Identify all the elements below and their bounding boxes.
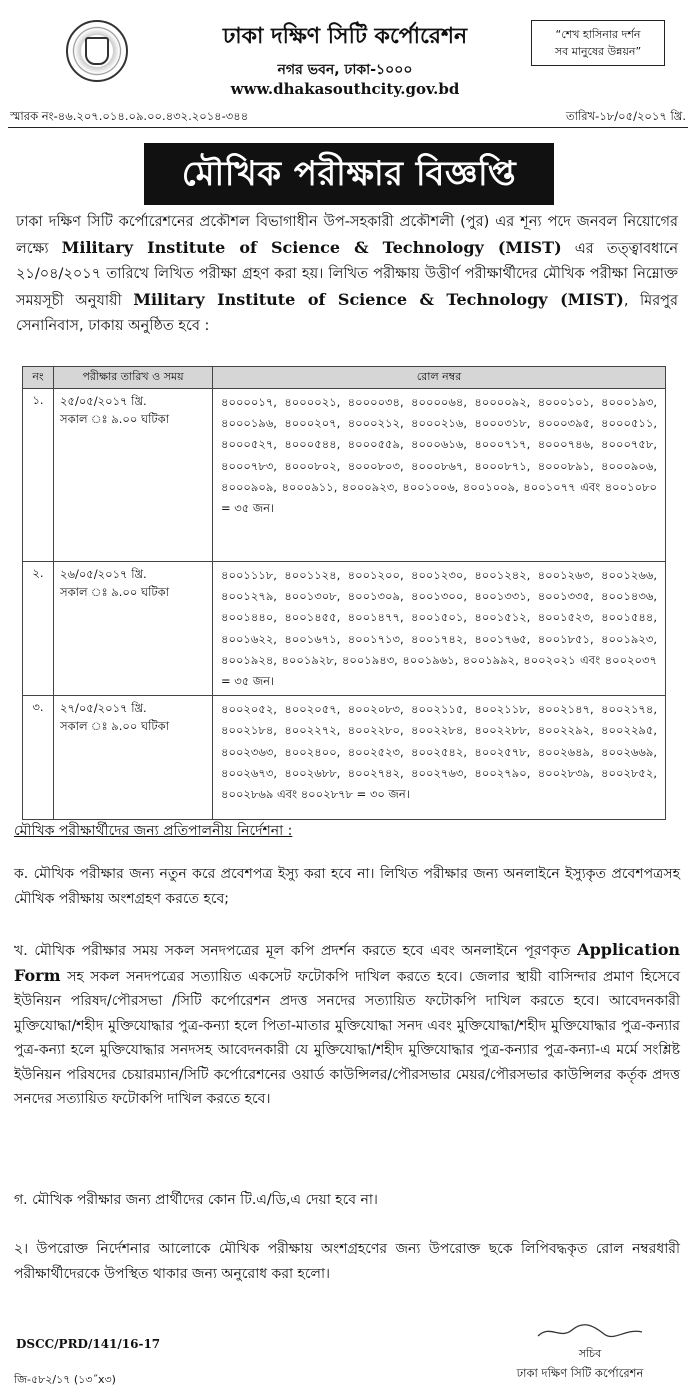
reference-code: DSCC/PRD/141/16-17 <box>16 1337 161 1351</box>
row-number: ১. <box>23 389 54 562</box>
slogan-box <box>531 20 665 66</box>
row-date: ২৬/০৫/২০১৭ খ্রি. <box>60 567 147 581</box>
signatory-title: সচিব <box>578 1347 602 1360</box>
memo-date: তারিখ-১৮/০৫/২০১৭ খ্রি. <box>566 109 686 123</box>
row-datetime <box>54 389 213 562</box>
row-number: ৩. <box>23 696 54 820</box>
row-roll-numbers: ৪০০২০৫২, ৪০০২০৫৭, ৪০০২০৮৩, ৪০০২১১৫, ৪০০২১১৮, ৪০০২১৪৭, ৪০০২১৭৪, ৪০০২১৮৪, ৪০০২২৭২, ৪০০২২৮০, ৪০০২২৮৪, ৪০০২২৮৮, ৪০০২২৯২, ৪০০২২৯৫, ৪০০২৩৬৩, ৪০০২৪০০, ৪০০২৫২৩, ৪০০২৫৪২, ৪০০২৫৭৮, ৪০০২৬৪৯, ৪০০২৬৬৯, ৪০০২৬৭৩, ৪০০২৬৮৮, ৪০০২৭৪২, ৪০০২৭৬৩, ৪০০২৭৯০, ৪০০২৮৩৯, ৪০০২৮৫২, ৪০০২৮৬৯ এবং ৪০০২৮৭৮ = ৩০ জন। <box>213 696 666 820</box>
org-name: ঢাকা দক্ষিণ সিটি কর্পোরেশন <box>222 24 468 49</box>
signatory-org: ঢাকা দক্ষিণ সিটি কর্পোরেশন <box>516 1366 644 1380</box>
col-header-roll: রোল নম্বর <box>213 367 666 389</box>
slogan-line-1: “শেখ হাসিনার দর্শন <box>555 28 641 41</box>
row-roll-numbers: ৪০০১১১৮, ৪০০১১২৪, ৪০০১২০০, ৪০০১২৩০, ৪০০১২৪২, ৪০০১২৬৩, ৪০০১২৬৬, ৪০০১২৭৯, ৪০০১৩০৮, ৪০০১৩০৯, ৪০০১৩০০, ৪০০১৩৩১, ৪০০১৩৩৫, ৪০০১৪৩৬, ৪০০১৪৪০, ৪০০১৪৫৫, ৪০০১৪৭৭, ৪০০১৫০১, ৪০০১৫১২, ৪০০১৫২৩, ৪০০১৫৪৪, ৪০০১৬২২, ৪০০১৬৭১, ৪০০১৭১৩, ৪০০১৭৪২, ৪০০১৭৬৫, ৪০০১৮৫১, ৪০০১৯২৩, ৪০০১৯২৪, ৪০০১৯২৮, ৪০০১৯৪৩, ৪০০১৯৬১, ৪০০১৯৯২, ৪০০২০২১ এবং ৪০০২০৩৭ = ৩৫ জন। <box>213 562 666 696</box>
row-datetime <box>54 696 213 820</box>
org-website: www.dhakasouthcity.gov.bd <box>230 80 460 98</box>
row-date: ২৫/০৫/২০১৭ খ্রি. <box>60 394 147 408</box>
table-header-row <box>23 367 666 389</box>
memo-line <box>10 108 686 127</box>
table-row <box>23 389 666 562</box>
intro-institute-2: Military Institute of Science & Technology (MIST) <box>133 290 624 309</box>
table-row <box>23 562 666 696</box>
instruction-kha-text-1: খ. মৌখিক পরীক্ষার সময় সকল সনদপত্রের মূল কপি প্রদর্শন করতে হবে এবং অনলাইনে পূরণকৃত <box>14 943 578 959</box>
header-divider <box>8 127 688 128</box>
intro-text-2: এর তত্ত্বাবধানে ২১/০৪/২০১৭ তারিখে লিখিত পরীক্ষা গ্রহণ করা হয়। লিখিত পরীক্ষায় উত্তীর্ণ পরীক্ষার্থীদের মৌখিক পরীক্ষা নিম্নোক্ত সময়সূচী অনুযায়ী <box>16 241 678 309</box>
intro-paragraph <box>16 210 678 339</box>
g-code: জি-৫৮২/১৭ (১৩˝x৩) <box>14 1373 116 1386</box>
row-date: ২৭/০৫/২০১৭ খ্রি. <box>60 701 147 716</box>
intro-text-1: ঢাকা দক্ষিণ সিটি কর্পোরেশনের প্রকৌশল বিভাগাধীন উপ-সহকারী প্রকৌশলী (পুর) এর শূন্য পদে জনবল নিয়োগের লক্ষ্যে <box>16 214 678 257</box>
dscc-logo <box>66 20 128 82</box>
instruction-kha-text-2: সহ সকল সনদপত্রের সত্যায়িত একসেট ফটোকপি দাখিল করতে হবে। জেলার স্থায়ী বাসিন্দার প্রমাণ হিসেবে ইউনিয়ন পরিষদ/পৌরসভা /সিটি কর্পোরেশন প্রদত্ত সনদের সত্যায়িত ফটোকপি দাখিল করতে হবে। আবেদনকারী মুক্তিযোদ্ধা/শহীদ মুক্তিযোদ্ধার পুত্র-কন্যা হলে পিতা-মাতার মুক্তিযোদ্ধা সনদ এবং মুক্তিযোদ্ধা/শহীদ মুক্তিযোদ্ধার পুত্র-কন্যার পুত্র-কন্যা হলে মুক্তিযোদ্ধার সনদসহ আবেদনকারী যে মুক্তিযোদ্ধা/শহীদ মুক্তিযোদ্ধার পুত্র-কন্যার পুত্র-কন্যা-এ মর্মে সংশ্লিষ্ট ইউনিয়ন পরিষদের চেয়ারম্যান/সিটি কর্পোরেশনের ওয়ার্ড কাউন্সিলর/পৌরসভার মেয়র/পৌরসভার কাউন্সিলর কর্তৃক প্রদত্ত সনদের সত্যায়িত ফটোকপি দাখিল করতে হবে। <box>14 968 680 1107</box>
application-form-text: Application Form <box>14 940 680 985</box>
memo-number: স্মারক নং-৪৬.২০৭.০১৪.০৯.০০.৪৩২.২০১৪-৩৪৪ <box>10 109 249 123</box>
col-header-date: পরীক্ষার তারিখ ও সময় <box>54 367 213 389</box>
table-row <box>23 696 666 820</box>
schedule-table <box>22 366 666 820</box>
instruction-kha <box>14 938 680 1112</box>
intro-text-3: , মিরপুর সেনানিবাস, ঢাকায় অনুষ্ঠিত হবে : <box>16 293 679 334</box>
slogan-line-2: সব মানুষের উন্নয়ন” <box>554 45 642 58</box>
row-time: সকাল ঃ ৯.০০ ঘটিকা <box>60 719 170 734</box>
signature-mark <box>530 1318 650 1344</box>
row-roll-numbers: ৪০০০০১৭, ৪০০০০২১, ৪০০০০৩৪, ৪০০০০৬৪, ৪০০০০৯২, ৪০০০১০১, ৪০০০১৯৩, ৪০০০১৯৬, ৪০০০২০৭, ৪০০০২১২, ৪০০০২১৬, ৪০০০৩১৮, ৪০০০৩৯৫, ৪০০০৫১১, ৪০০০৫২৭, ৪০০০৫৪৪, ৪০০০৫৫৯, ৪০০০৬১৬, ৪০০০৭১৭, ৪০০০৭৪৬, ৪০০০৭৫৮, ৪০০০৭৮৩, ৪০০০৮০২, ৪০০০৮০৩, ৪০০০৮৬৭, ৪০০০৮৭১, ৪০০০৮৯১, ৪০০০৯০৬, ৪০০০৯০৯, ৪০০০৯১১, ৪০০০৯২৩, ৪০০১০০৬, ৪০০১০০৯, ৪০০১০৭৭ এবং ৪০০১০৮০ = ৩৫ জন। <box>213 389 666 562</box>
instruction-ka: ক. মৌখিক পরীক্ষার জন্য নতুন করে প্রবেশপত্র ইস্যু করা হবে না। লিখিত পরীক্ষার জন্য অনলাইনে ইস্যুকৃত প্রবেশপত্রসহ মৌখিক পরীক্ষায় অংশগ্রহণ করতে হবে; <box>14 866 680 907</box>
row-number: ২. <box>23 562 54 696</box>
intro-institute-1: Military Institute of Science & Technology (MIST) <box>61 238 562 257</box>
instruction-ga: গ. মৌখিক পরীক্ষার জন্য প্রার্থীদের কোন টি.এ/ডি,এ দেয়া হবে না। <box>14 1192 378 1208</box>
row-time: সকাল ঃ ৯.০০ ঘটিকা <box>60 412 170 426</box>
notice-title: মৌখিক পরীক্ষার বিজ্ঞপ্তি <box>144 143 554 205</box>
instruction-two: ২। উপরোক্ত নির্দেশনার আলোকে মৌখিক পরীক্ষায় অংশগ্রহণের জন্য উপরোক্ত ছকে লিপিবদ্ধকৃত রোল নম্বরধারী পরীক্ষার্থীদেরকে উপস্থিত থাকার জন্য অনুরোধ করা হলো। <box>14 1241 680 1282</box>
instructions-heading: মৌখিক পরীক্ষার্থীদের জন্য প্রতিপালনীয় নির্দেশনা : <box>14 823 293 839</box>
col-header-no: নং <box>23 367 54 389</box>
row-datetime <box>54 562 213 696</box>
org-address: নগর ভবন, ঢাকা-১০০০ <box>277 62 413 78</box>
row-time: সকাল ঃ ৯.০০ ঘটিকা <box>60 585 170 599</box>
